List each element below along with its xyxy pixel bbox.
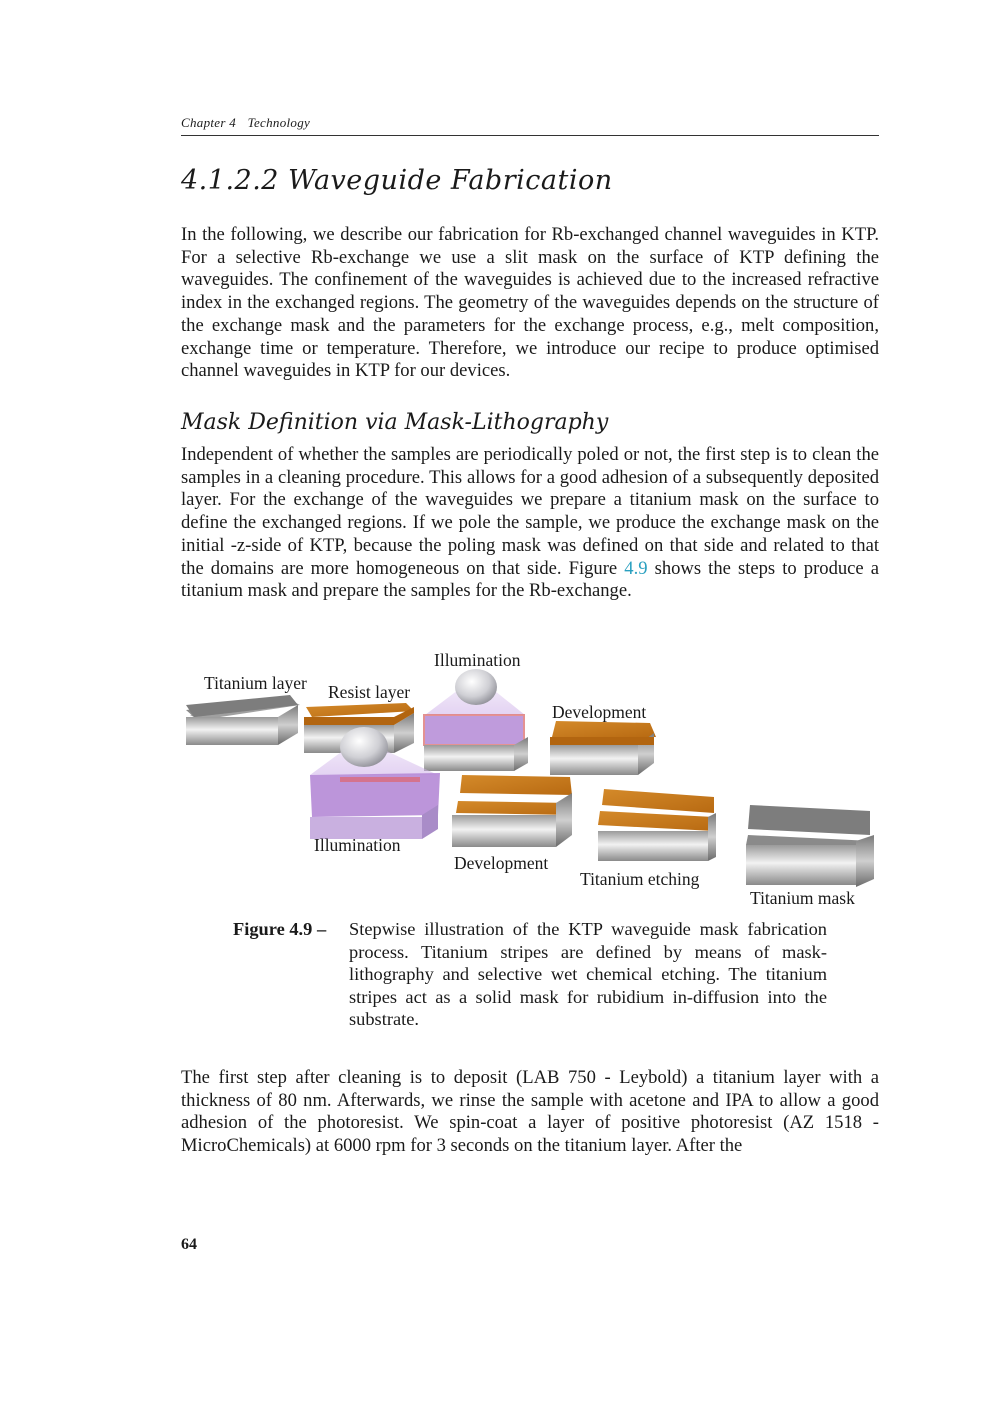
label-titanium-layer: Titanium layer <box>204 673 307 693</box>
caption-label: Figure 4.9 – <box>233 919 327 939</box>
label-illumination-top: Illumination <box>434 650 521 670</box>
running-header <box>181 115 879 136</box>
label-development-top: Development <box>552 702 647 722</box>
paragraph-text-before-ref: Independent of whether the samples are periodically poled or not, the first step is to clean the samples in a cleaning procedure. This allows for a good adhesion of a subsequently deposited layer. For the exchange of the waveguides we prepare a titanium mask on the surface to define the exchanged regions. If we pole the sample, we produce the exchange mask on the initial -z-side of KTP, because the poling mask was defined on that side and related to that the domains are more homogeneous on that side. Figure <box>181 444 879 579</box>
figure-mask-fabrication <box>180 645 880 915</box>
paragraph-mask-definition <box>181 444 879 603</box>
label-titanium-mask: Titanium mask <box>750 888 855 908</box>
block-illumination-top <box>424 669 528 771</box>
paragraph-first-step: The first step after cleaning is to deposit (LAB 750 - Leybold) a titanium layer with a thickness of 80 nm. Afterwards, we rinse the sample with acetone and IPA to allow a good adhesion of the photoresist. We spin-coat a layer of positive photoresist (AZ 1518 - MicroChemicals) at 6000 rpm for 3 seconds on the titanium layer. After the <box>181 1067 879 1157</box>
label-development-bottom: Development <box>454 853 549 873</box>
block-development-top <box>550 721 656 775</box>
page-number: 64 <box>181 1236 197 1253</box>
block-titanium-etching <box>598 789 716 861</box>
label-resist-layer: Resist layer <box>328 682 411 702</box>
header-chapter: Chapter 4 <box>181 115 237 130</box>
block-titanium-layer <box>186 695 300 745</box>
paragraph-text-after-ref: shows the steps to produce a titanium mask and prepare the samples for the Rb-exchange. <box>181 557 879 602</box>
caption-text: Stepwise illustration of the KTP waveguide mask fabrication process. Titanium stripes are defined by means of mask-lithography and selective wet chemical etching. The titanium stripes act as a solid mask for rubidium in-diffusion into the substrate. <box>349 919 827 1030</box>
paragraph-intro: In the following, we describe our fabrication for Rb-exchanged channel waveguides in KTP. For a selective Rb-exchange we use a slit mask on the surface of KTP defining the waveguides. The confinement of the waveguides is achieved due to the increased refractive index in the exchanged regions. The geometry of the waveguides depends on the structure of the exchange mask and the parameters for the exchange process, e.g., melt composition, exchange time or temperature. Therefore, we introduce our recipe to produce optimised channel waveguides in KTP for our devices. <box>181 224 879 382</box>
label-illumination-bottom: Illumination <box>314 835 401 855</box>
block-titanium-mask <box>746 805 874 887</box>
figure-reference-link[interactable]: 4.9 <box>624 557 648 579</box>
block-development-bottom <box>452 775 572 847</box>
section-title: 4.1.2.2 Waveguide Fabrication <box>181 165 613 196</box>
subsection-title: Mask Definition via Mask-Lithography <box>181 410 609 435</box>
label-titanium-etching: Titanium etching <box>580 869 700 889</box>
header-title: Technology <box>247 115 311 130</box>
